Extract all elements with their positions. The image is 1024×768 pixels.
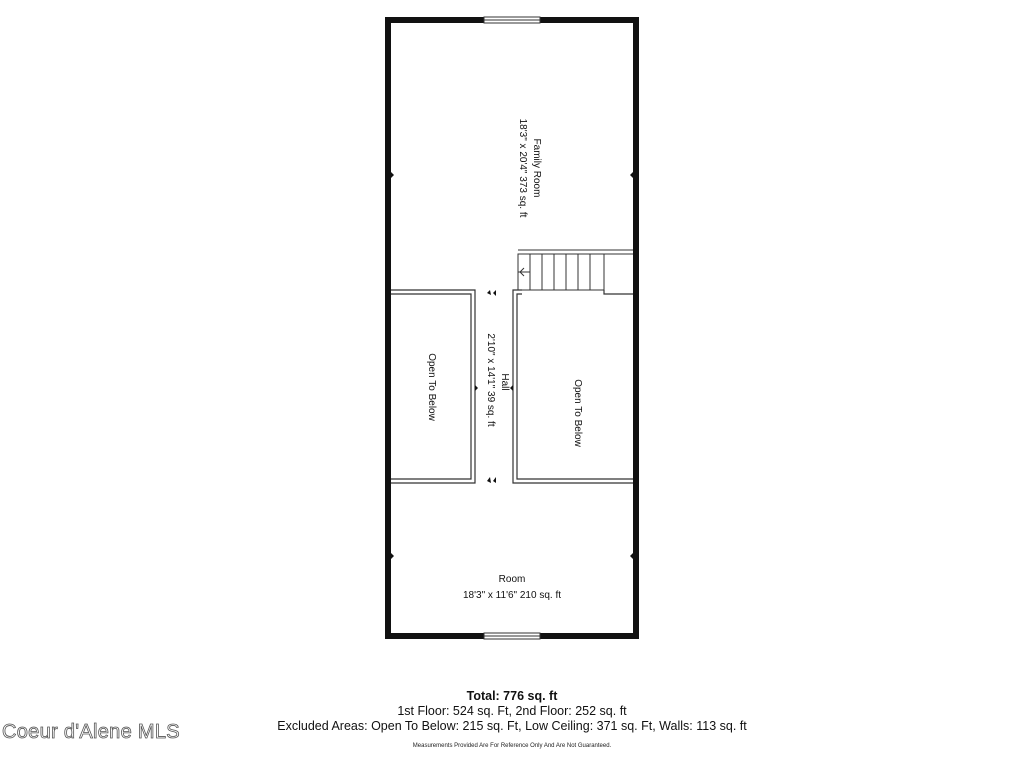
total-area: Total: 776 sq. ft (466, 689, 558, 703)
floor-areas: 1st Floor: 524 sq. Ft, 2nd Floor: 252 sq. ft (397, 704, 627, 718)
room-name: Room (498, 574, 526, 585)
disclaimer: Measurements Provided Are For Reference Only And Are Not Guaranteed. (412, 743, 612, 749)
bottom-window (484, 633, 540, 639)
excluded-areas: Excluded Areas: Open To Below: 215 sq. Ft, Low Ceiling: 371 sq. Ft, Walls: 113 sq. ft (277, 719, 747, 733)
top-window (484, 17, 540, 23)
room-dims: 18'3" x 11'6" 210 sq. ft (462, 590, 562, 601)
hall-name: Hall (499, 373, 510, 391)
hall-dims: 2'10" x 14'1" 39 sq. ft (485, 333, 496, 427)
family-room-dims: 18'3" x 20'4" 373 sq. ft (517, 118, 528, 218)
outer-wall (388, 20, 636, 636)
mls-watermark: Coeur d'Alene MLS (2, 721, 180, 743)
open-to-below-right-label: Open To Below (572, 379, 583, 447)
stairs (518, 250, 633, 290)
open-to-below-left-label: Open To Below (426, 353, 437, 421)
family-room-name: Family Room (531, 138, 542, 198)
